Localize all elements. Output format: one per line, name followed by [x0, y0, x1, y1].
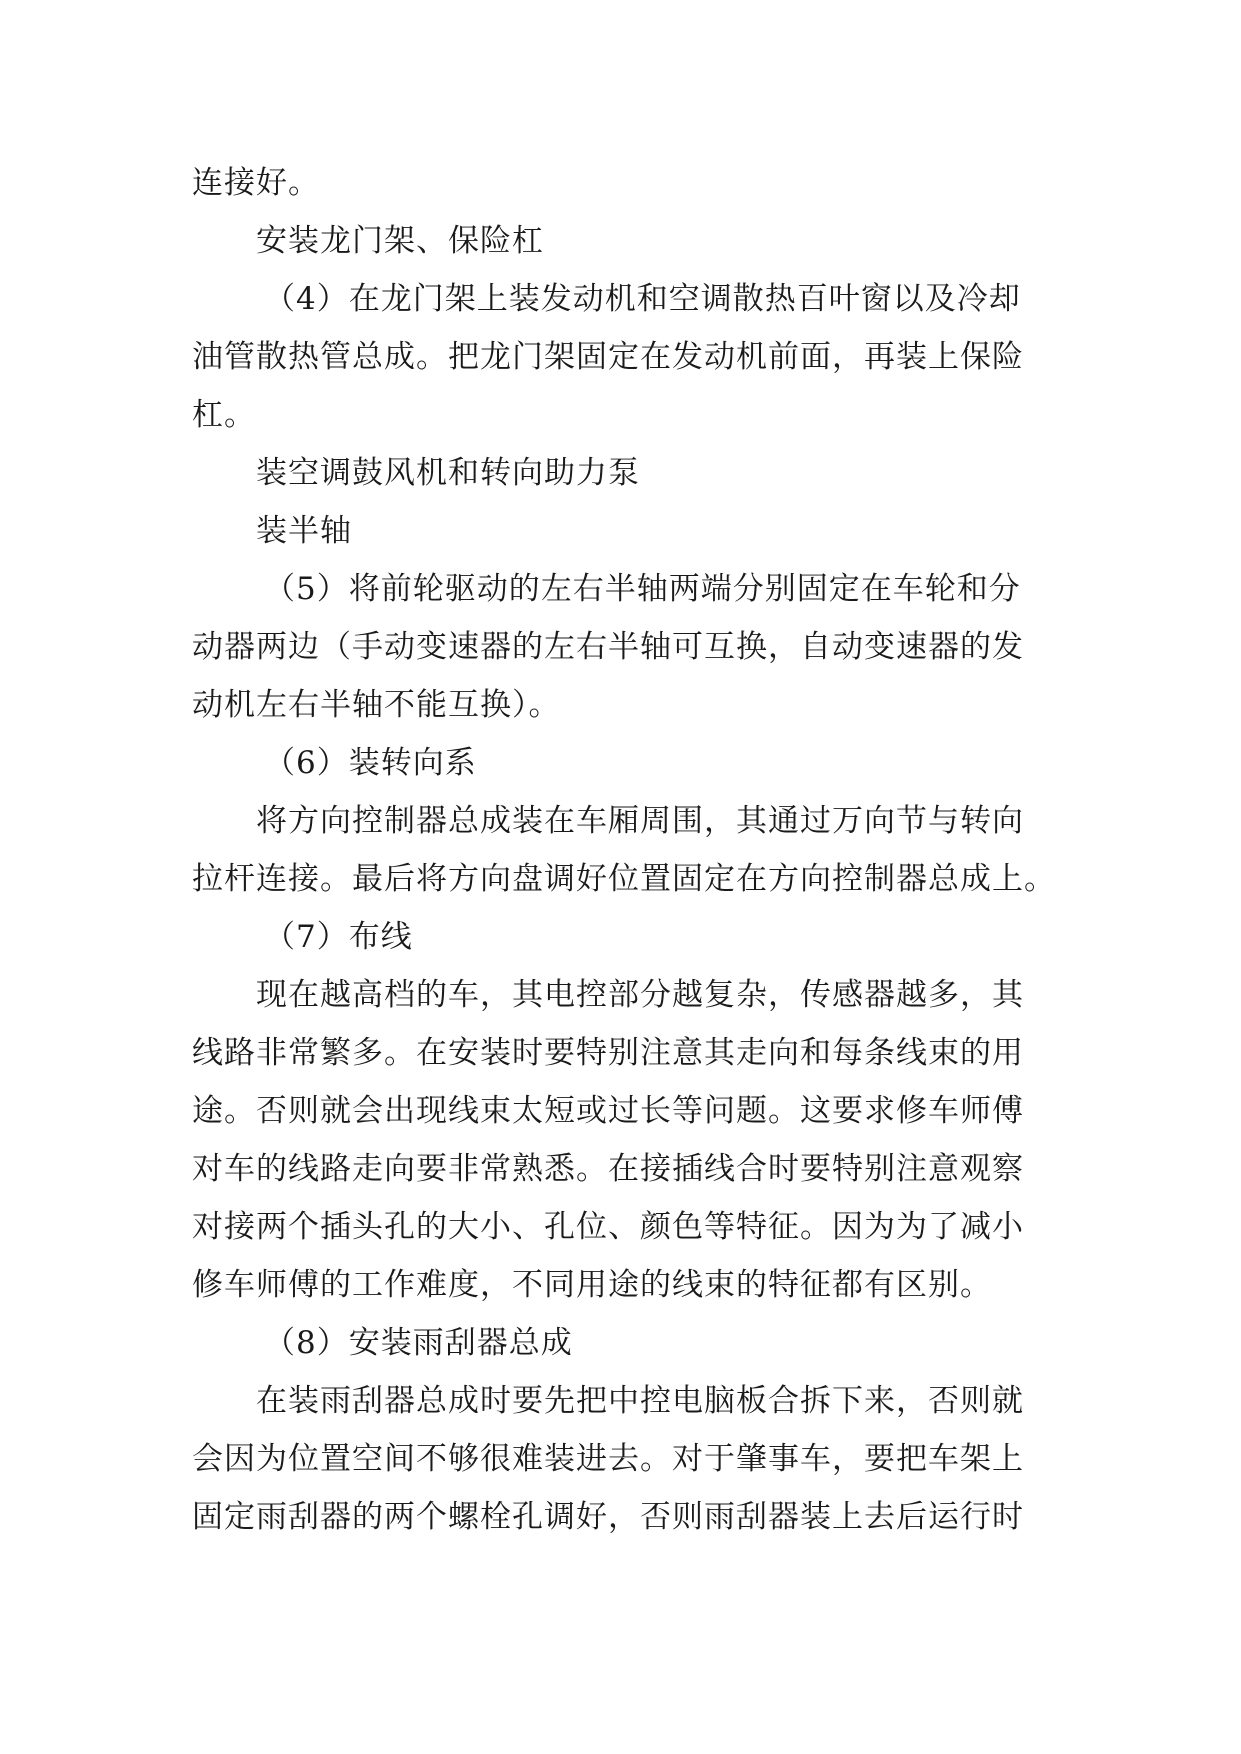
paragraph-continuation — [192, 154, 1052, 212]
heading-half-shaft — [192, 502, 1052, 560]
paragraph-step-4 — [192, 270, 1052, 444]
heading-step-6 — [192, 734, 1052, 792]
heading-step-7 — [192, 908, 1052, 966]
text-line: （8）安装雨刮器总成 — [264, 1325, 573, 1361]
text-line: （5）将前轮驱动的左右半轴两端分别固定在车轮和分 — [264, 571, 1021, 607]
paragraph-step-5 — [192, 560, 1052, 734]
paragraph-wiring — [192, 966, 1052, 1314]
text-line: （4）在龙门架上装发动机和空调散热百叶窗以及冷却 — [264, 281, 1021, 317]
text-line: 对车的线路走向要非常熟悉。在接插线合时要特别注意观察 — [192, 1151, 1024, 1187]
text-line: 固定雨刮器的两个螺栓孔调好，否则雨刮器装上去后运行时 — [192, 1499, 1024, 1535]
paragraph-steering — [192, 792, 1056, 908]
text-line: 杠。 — [192, 397, 256, 433]
text-line: 动器两边（手动变速器的左右半轴可互换，自动变速器的发 — [192, 629, 1024, 665]
heading-blower-pump — [192, 444, 1052, 502]
text-line: （6）装转向系 — [264, 745, 477, 781]
text-line: 途。否则就会出现线束太短或过长等问题。这要求修车师傅 — [192, 1093, 1024, 1129]
paragraph-wiper — [192, 1372, 1052, 1546]
text-line: 装空调鼓风机和转向助力泵 — [256, 455, 640, 491]
body-text — [192, 154, 1056, 1546]
text-line: 线路非常繁多。在安装时要特别注意其走向和每条线束的用 — [192, 1035, 1024, 1071]
text-line: 对接两个插头孔的大小、孔位、颜色等特征。因为为了减小 — [192, 1209, 1024, 1245]
text-line: （7）布线 — [264, 919, 413, 955]
heading-step-8 — [192, 1314, 1052, 1372]
text-line: 动机左右半轴不能互换）。 — [192, 687, 561, 723]
text-line: 将方向控制器总成装在车厢周围，其通过万向节与转向 — [256, 803, 1024, 839]
text-line: 拉杆连接。最后将方向盘调好位置固定在方向控制器总成上。 — [192, 861, 1056, 897]
text-line: 会因为位置空间不够很难装进去。对于肇事车，要把车架上 — [192, 1441, 1024, 1477]
text-line: 安装龙门架、保险杠 — [256, 223, 544, 259]
text-line: 装半轴 — [256, 513, 352, 549]
text-line: 现在越高档的车，其电控部分越复杂，传感器越多，其 — [256, 977, 1024, 1013]
text-line: 油管散热管总成。把龙门架固定在发动机前面，再装上保险 — [192, 339, 1024, 375]
text-line: 修车师傅的工作难度，不同用途的线束的特征都有区别。 — [192, 1267, 992, 1303]
heading-install-gantry-bumper — [192, 212, 1052, 270]
text-line: 在装雨刮器总成时要先把中控电脑板合拆下来，否则就 — [256, 1383, 1024, 1419]
text-line: 连接好。 — [192, 165, 320, 201]
